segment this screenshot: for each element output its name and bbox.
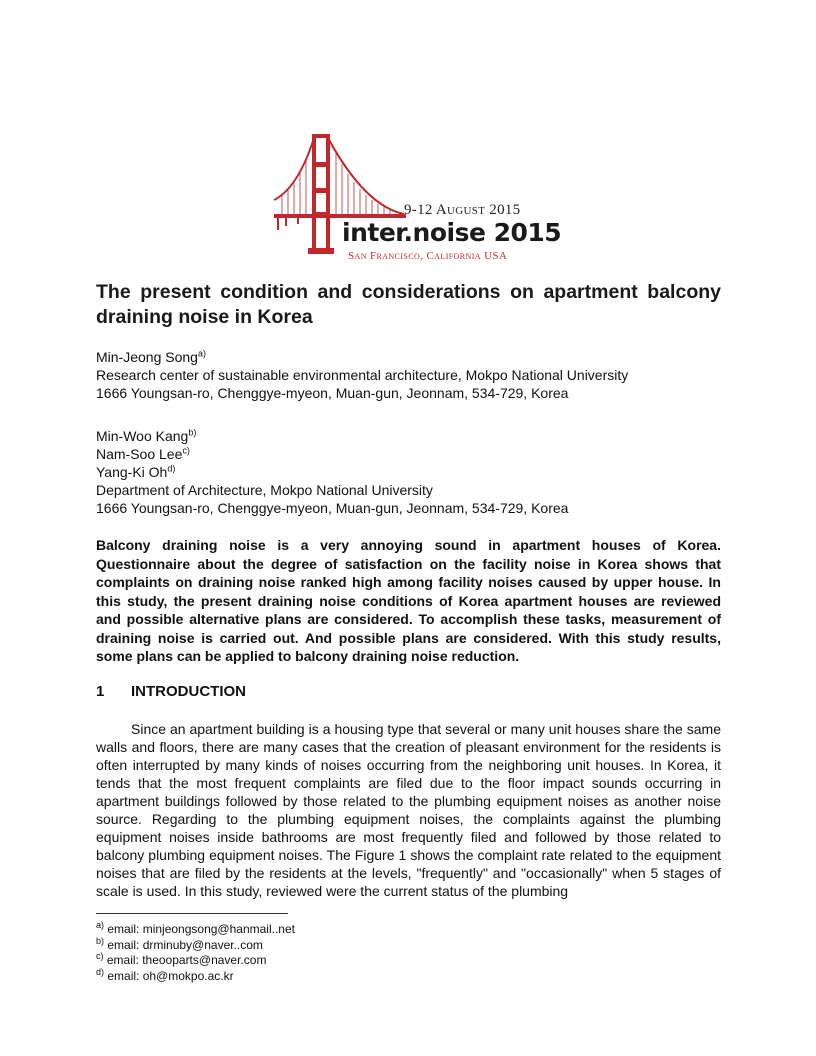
footnotes: [96, 922, 295, 984]
golden-gate-bridge-icon: [270, 128, 560, 268]
author-line: [96, 427, 721, 445]
footnote-c: [96, 953, 295, 969]
section-title: INTRODUCTION: [131, 683, 246, 700]
paper-title: The present condition and considerations on apartment balcony draining noise in Korea: [96, 281, 721, 328]
footnote-d: [96, 966, 295, 985]
address: 1666 Youngsan-ro, Chenggye-myeon, Muan-gun, Jeonnam, 534-729, Korea: [96, 385, 569, 401]
footnote-mark: d): [96, 966, 105, 977]
footnote-email: email: theooparts@naver.com: [106, 953, 267, 967]
author-name: Min-Woo Kang: [96, 428, 189, 444]
footnote-divider: [96, 913, 288, 914]
footnote-a: [96, 922, 295, 938]
footnote-mark: a): [96, 920, 105, 930]
intro-paragraph: Since an apartment building is a housing type that several or many unit houses share the same walls and floors, there are many cases that the creation of pleasant environment for the residents is often interrupted by many kinds of noises occurring from the neighboring unit houses. In Korea, it tends that the most frequent complaints are filed due to the floor impact sounds occurring in apartment buildings followed by those related to the plumbing equipment noises as another noise source. Regarding to the plumbing equipment noises, the complaints against the plumbing equipment noises inside bathrooms are most frequently filed and followed by those related to balcony plumbing equipment noises. The Figure 1 shows the complaint rate related to the equipment noises that are filed by the residents at the levels, "frequently" and "occasionally" when 5 stages of scale is used. In this study, reviewed were the current status of the plumbing: [96, 721, 721, 899]
author-sup: d): [167, 463, 176, 474]
footnote-mark: b): [96, 935, 105, 946]
footnote-email: email: drminuby@naver..com: [107, 937, 263, 952]
author-line: [96, 348, 721, 366]
conference-logo: [270, 128, 560, 268]
affiliation: Department of Architecture, Mokpo National University: [96, 482, 433, 498]
author-line: [96, 463, 721, 481]
conference-brand: inter.noise 2015: [342, 218, 562, 247]
conference-location: San Francisco, California USA: [348, 250, 508, 262]
author-name: Nam-Soo Lee: [96, 446, 183, 462]
address: 1666 Youngsan-ro, Chenggye-myeon, Muan-gun, Jeonnam, 534-729, Korea: [96, 500, 569, 516]
conference-date: 9-12 August 2015: [404, 202, 521, 218]
footnote-b: [96, 935, 295, 954]
author-sup: c): [182, 445, 190, 456]
footnote-email: email: minjeongsong@hanmail..net: [107, 922, 295, 936]
author-sup: b): [188, 427, 197, 438]
author-block-1: [96, 348, 721, 402]
footnote-email: email: oh@mokpo.ac.kr: [107, 968, 234, 983]
section-number: 1: [96, 683, 105, 700]
section-heading: [96, 683, 246, 700]
affiliation: Research center of sustainable environmental architecture, Mokpo National University: [96, 367, 629, 383]
footnote-mark: c): [96, 951, 104, 961]
author-name: Yang-Ki Oh: [96, 464, 168, 480]
author-sup: a): [197, 348, 206, 359]
author-line: [96, 445, 721, 463]
abstract: Balcony draining noise is a very annoying sound in apartment houses of Korea. Questionnaire about the degree of satisfaction on the facility noise in Korea shows that complaints on draining noise ranked high among facility noises caused by upper house. In this study, the present draining noise conditions of Korea apartment houses are reviewed and possible alternative plans are considered. To accomplish these tasks, measurement of draining noise is carried out. And possible plans are considered. With this study results, some plans can be applied to balcony draining noise reduction.: [96, 537, 721, 664]
author-name: Min-Jeong Song: [96, 349, 198, 365]
author-block-2: [96, 427, 721, 517]
